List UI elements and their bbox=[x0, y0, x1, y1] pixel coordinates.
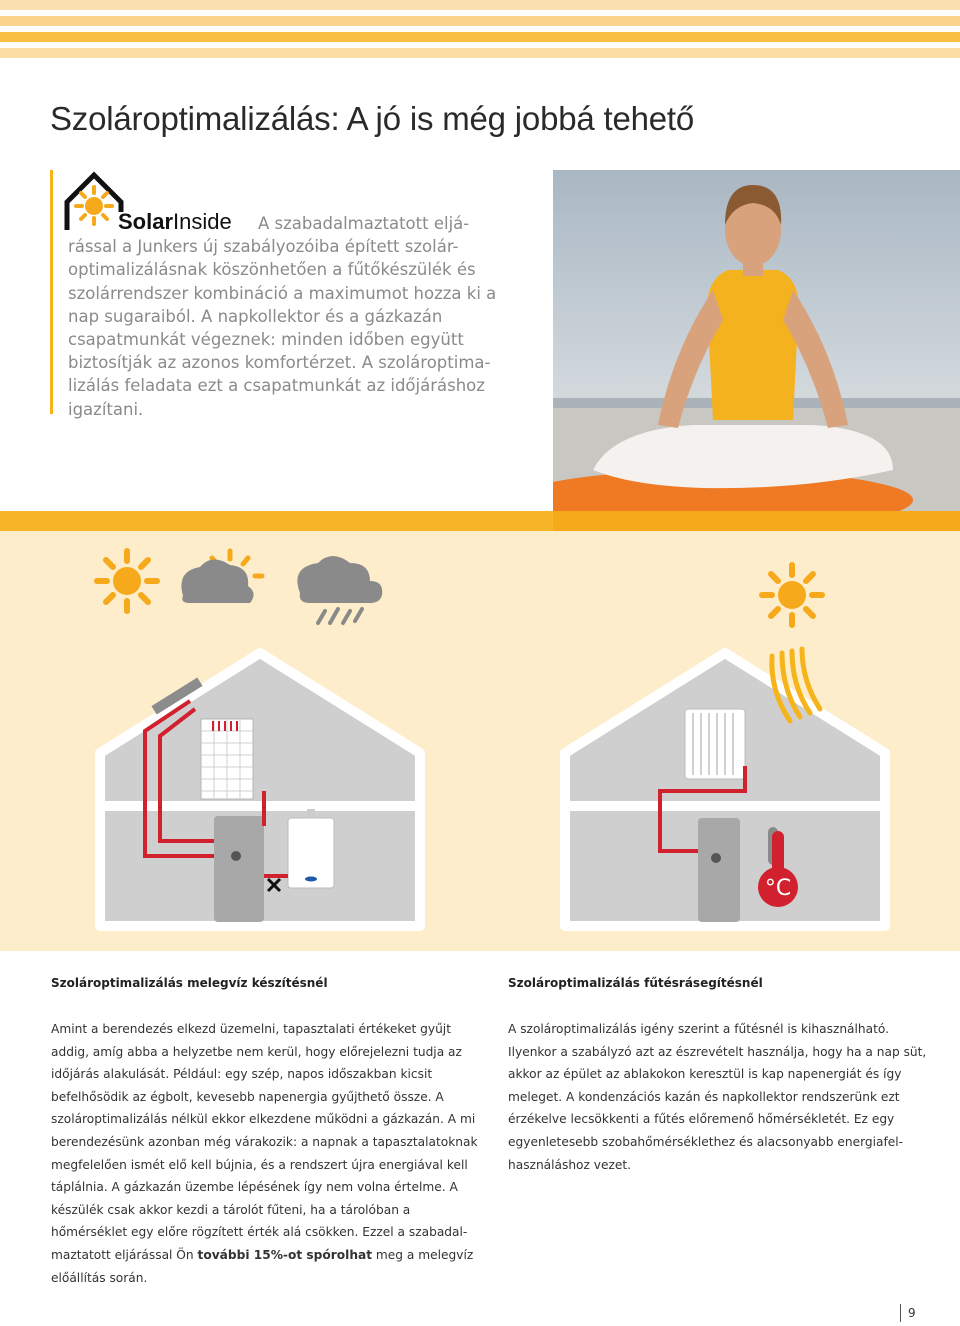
gas-boiler-icon bbox=[288, 809, 334, 888]
storage-cylinder-icon bbox=[698, 818, 740, 922]
page-number: 9 bbox=[908, 1306, 916, 1320]
header-stripes bbox=[0, 0, 960, 62]
intro-paragraph: A szabadalmaztatott eljá- rással a Junkers új szabályozóiba épített szolár-optimalizálásnak köszönhetően a fűtőkészülék és szolárrendszer kombináció a maximumot hozza ki a nap sugaraiból. A napkollektor és a gázkazán csapatmunkát végeznek: minden időben együtt biztosítják az azonos komfortérzet. A szolároptima-lizálás feladata ezt a csapatmunkát az időjáráshoz igazítani. bbox=[68, 214, 497, 419]
left-body: Amint a berendezés elkezd üzemelni, tapasztalati értékeket gyűjt addig, amíg abba a helyzetbe nem kerül, hogy előrejelezni tudja az időjárás alakulását. Például: egy szép, napos időszakban kicsit befelhősödik az égbolt, kevesebb napenergia gyűjthető össze. A szolároptimalizálás nélkül ekkor elkezdene működni a gázkazán. A mi berendezésünk azonban még várakozik: a napnak a tapasztalatoknak megfelelően ismét elő kell bújnia, és a rendszert újra energiával kell táplálnia. A gázkazán üzembe lépésének így nem volna értelme. A készülék csak akkor kezdi a tárolót fűteni, ha a tárolóban a hőmérséklet egy előre rögzített érték alá csökken. Ezzel a szabadal-maztatott eljárással Ön további 15%-ot spórolhat meg a melegvíz előállítás során. bbox=[51, 1022, 478, 1285]
sun-icon bbox=[97, 551, 157, 611]
radiator-icon bbox=[685, 709, 745, 779]
water-tank-icon bbox=[201, 719, 253, 799]
intro-accent-bar bbox=[50, 170, 53, 414]
right-heading: Szolároptimalizálás fűtésrásegítésnél bbox=[508, 976, 763, 990]
solar-system-diagram bbox=[0, 531, 960, 951]
thermometer-label: °C bbox=[764, 876, 792, 901]
right-body: A szolároptimalizálás igény szerint a fűtésnél is kihasználható. Ilyenkor a szabályzó azt az észrevételt használja, hogy ha a nap süt, akkor az épület az ablakokon keresztül is kap napenergiát és így meleget. A kondenzációs kazán és napkollektor rendszerünk ezt érzékelve lecsökkenti a fűtés előremenő hőmérsékletét. Ez egy egyenletesebb szobahőmérséklethez és alacsonyabb energiafel-használáshoz vezet. bbox=[508, 1022, 927, 1172]
house-right bbox=[565, 649, 885, 926]
meditating-woman-photo bbox=[553, 170, 960, 511]
rain-cloud-icon bbox=[297, 556, 382, 623]
storage-cylinder-icon bbox=[214, 816, 264, 922]
page-title: Szolároptimalizálás: A jó is még jobbá tehető bbox=[50, 100, 695, 137]
cloudy-sun-icon bbox=[181, 551, 262, 603]
left-heading: Szolároptimalizálás melegvíz készítésnél bbox=[51, 976, 328, 990]
logo-wordmark: SolarInside bbox=[118, 209, 232, 234]
house-left bbox=[100, 653, 420, 926]
page-number-divider bbox=[900, 1304, 901, 1322]
sun-icon bbox=[762, 565, 822, 625]
